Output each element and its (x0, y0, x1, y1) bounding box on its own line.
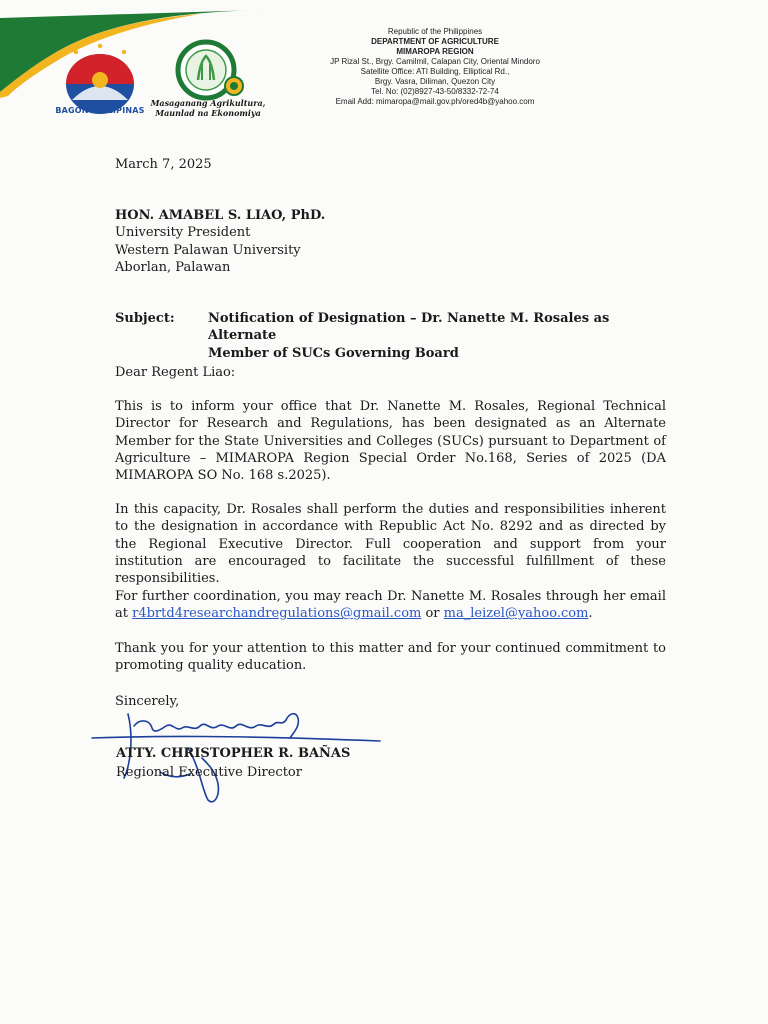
salutation: Dear Regent Liao: (115, 365, 236, 380)
tagline-line-2: Maunlad na Ekonomiya (155, 108, 261, 118)
paragraph-designation: This is to inform your office that Dr. Nanette M. Rosales, Regional Technical Director for Research and Regulations, has been designated as an Alternate Member for the State Universities and Colleges (SUCs) pursuant to Department of Agriculture – MIMAROPA Region Special Order No.168, Series of 2025 (DA MIMAROPA SO No. 168 s.2025). (115, 399, 666, 484)
office-address-block (290, 27, 580, 107)
office-department: DEPARTMENT OF AGRICULTURE (371, 37, 499, 46)
paragraph-duties: In this capacity, Dr. Rosales shall perform the duties and responsibilities inherent to the designation in accordance with Republic Act No. 8292 and as directed by the Regional Executive Director. Full cooperation and support from your institution are encouraged to facilitate the successful fulfillment of these responsibilities. (115, 502, 666, 587)
email-link-personal[interactable]: ma_leizel@yahoo.com (443, 606, 589, 622)
subject-line-2: Member of SUCs Governing Board (208, 345, 459, 361)
subject-label: Subject: (115, 311, 175, 326)
recipient-institution: Western Palawan University (115, 242, 301, 258)
office-satellite-address: Brgy. Vasra, Diliman, Quezon City (374, 77, 496, 86)
recipient-location: Aborlan, Palawan (115, 259, 231, 275)
tagline-line-1: Masaganang Agrikultura, (150, 98, 266, 108)
bagong-pilipinas-label: BAGONG PILIPINAS (55, 106, 145, 115)
paragraph-coordination (115, 588, 666, 623)
paragraph-thanks: Thank you for your attention to this matter and for your continued commitment to promoting quality education. (115, 641, 666, 674)
email-link-research[interactable]: r4brtd4researchandregulations@gmail.com (132, 606, 422, 622)
email-connector: or (421, 606, 444, 622)
subject-text (208, 310, 678, 362)
recipient-title: University President (115, 225, 251, 241)
office-region: MIMAROPA REGION (396, 47, 474, 56)
department-of-agriculture-tagline (148, 98, 268, 118)
office-email: Email Add: mimaropa@mail.gov.ph/ored4b@yahoo.com (335, 97, 535, 106)
letter-date: March 7, 2025 (115, 157, 212, 172)
office-address: JP Rizal St., Brgy. Camilmil, Calapan City, Oriental Mindoro (330, 57, 540, 66)
recipient-block (115, 207, 325, 276)
coordination-period: . (588, 606, 593, 622)
coordination-text: For further coordination, you may reach Dr. Nanette M. Rosales through her email at (115, 589, 666, 622)
closing: Sincerely, (115, 694, 180, 709)
signer-name: ATTY. CHRISTOPHER R. BAÑAS (116, 746, 351, 761)
recipient-name: HON. AMABEL S. LIAO, PhD. (115, 208, 326, 223)
signer-title: Regional Executive Director (116, 765, 302, 780)
office-satellite: Satellite Office: ATI Building, Elliptical Rd., (360, 67, 510, 76)
office-republic: Republic of the Philippines (387, 27, 483, 36)
office-telephone: Tel. No: (02)8927-43-50/8332-72-74 (371, 87, 499, 96)
department-of-agriculture-seal (164, 36, 248, 106)
subject-line-1: Notification of Designation – Dr. Nanette M. Rosales as Alternate (208, 311, 610, 344)
